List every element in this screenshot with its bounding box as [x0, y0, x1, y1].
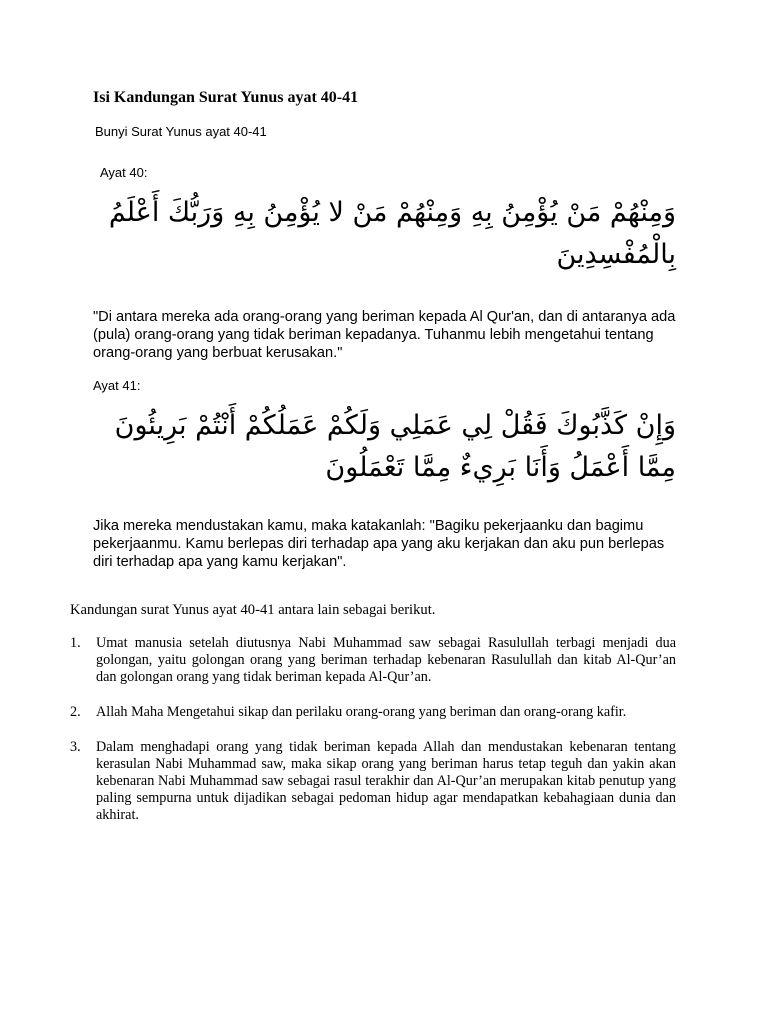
list-item: [70, 739, 676, 824]
list-item-number: 2.: [70, 704, 81, 720]
list-item-number: 3.: [70, 739, 81, 755]
ayat-40-label: Ayat 40:: [100, 165, 148, 180]
list-item-text: Dalam menghadapi orang yang tidak beriman kepada Allah dan mendustakan kebenaran tentang kerasulan Nabi Muhammad saw, maka sikap orang yang beriman harus tetap teguh dan yakin akan kebenaran Nabi Muhammad saw sebagai rasul terakhir dan Al-Qur’an merupakan kitab penutup yang paling sempurna untuk dijadikan sebagai pedoman hidup agar mendapatkan kebahagiaan dunia dan akhirat.: [96, 739, 676, 823]
ayat-40-arabic: وَمِنْهُمْ مَنْ يُؤْمِنُ بِهِ وَمِنْهُمْ مَنْ لا يُؤْمِنُ بِهِ وَرَبُّكَ أَعْلَمُ بِالْمُفْسِدِينَ: [108, 197, 676, 270]
list-item-text: Umat manusia setelah diutusnya Nabi Muhammad saw sebagai Rasulullah terbagi menjadi dua golongan, yaitu golongan orang yang beriman terhadap kebenaran Rasulullah dan kitab Al-Qur’an dan golongan orang yang tidak beriman kepada Al-Qur’an.: [96, 635, 676, 685]
list-item: [70, 704, 676, 721]
kandungan-list-1: [70, 635, 676, 686]
kandungan-intro: Kandungan surat Yunus ayat 40-41 antara lain sebagai berikut.: [70, 602, 436, 618]
ayat-41-label: Ayat 41:: [93, 378, 141, 393]
kandungan-list-3: [70, 739, 676, 824]
subtitle: Bunyi Surat Yunus ayat 40-41: [95, 124, 267, 139]
list-item-number: 1.: [70, 635, 81, 651]
page-title: Isi Kandungan Surat Yunus ayat 40-41: [93, 89, 359, 106]
list-item-text: Allah Maha Mengetahui sikap dan perilaku orang-orang yang beriman dan orang-orang kafir.: [96, 704, 627, 720]
list-item: [70, 635, 676, 686]
ayat-40-translation: "Di antara mereka ada orang-orang yang beriman kepada Al Qur'an, dan di antaranya ada (pula) orang-orang yang tidak beriman kepadanya. Tuhanmu lebih mengetahui tentang orang-orang yang berbuat kerusakan.": [93, 309, 676, 361]
kandungan-list-2: [70, 704, 676, 721]
ayat-41-arabic: وَإِنْ كَذَّبُوكَ فَقُلْ لِي عَمَلِي وَلَكُمْ عَمَلُكُمْ أَنْتُمْ بَرِيئُونَ مِمَّا أَعْمَلُ وَأَنَا بَرِيءٌ مِمَّا تَعْمَلُونَ: [114, 410, 676, 483]
ayat-41-translation: Jika mereka mendustakan kamu, maka katakanlah: "Bagiku pekerjaanku dan bagimu pekerjaanmu. Kamu berlepas diri terhadap apa yang aku kerjakan dan aku pun berlepas diri terhadap apa yang kamu kerjakan".: [93, 518, 665, 570]
